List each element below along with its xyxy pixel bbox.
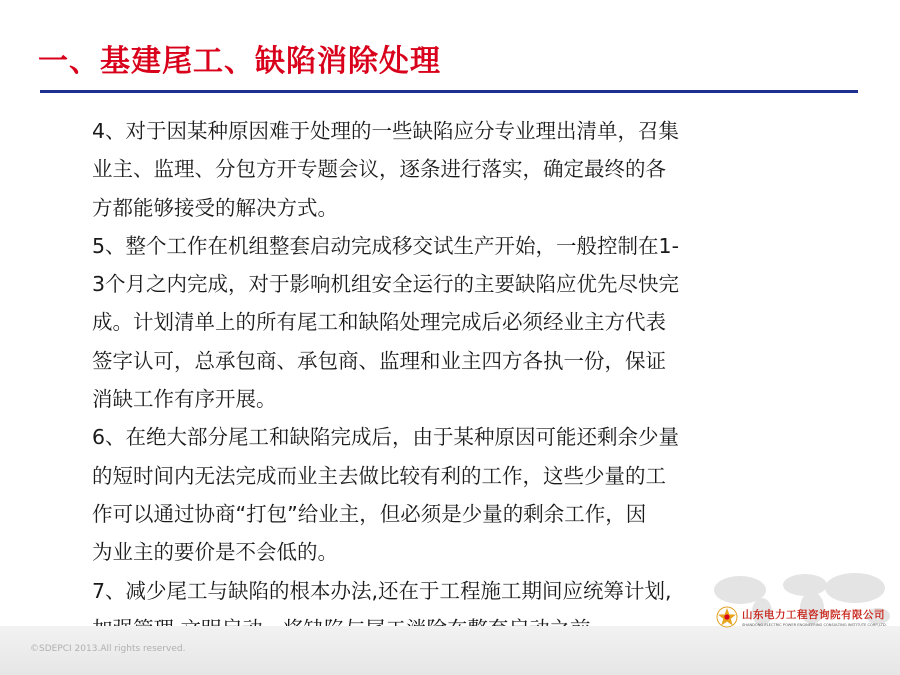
copyright-notice: ©SDEPCI 2013.All rights reserved. [30,644,186,654]
body-line: 成。计划清单上的所有尾工和缺陷处理完成后必须经业主方代表 [92,310,666,335]
body-line: 方都能够接受的解决方式。 [92,195,338,220]
slide-title: 一、基建尾工、缺陷消除处理 [38,44,441,79]
body-line: 业主、监理、分包方开专题会议，逐条进行落实，确定最终的各 [92,157,666,182]
body-line: 作可以通过协商“打包”给业主，但必须是少量的剩余工作，因 [92,501,647,526]
logo-company-name: 山东电力工程咨询院有限公司 [742,609,885,621]
body-line: 7、减少尾工与缺陷的根本办法,还在于工程施工期间应统筹计划, [92,578,672,603]
company-logo [716,606,887,628]
body-line: 5、整个工作在机组整套启动完成移交试生产开始，一般控制在1- [92,233,679,258]
title-divider [40,90,858,93]
body-line: 4、对于因某种原因难于处理的一些缺陷应分专业理出清单，召集 [92,119,680,143]
body-line: 6、在绝大部分尾工和缺陷完成后，由于某种原因可能还剩余少量 [92,425,680,450]
body-line: 签字认可，总承包商、承包商、监理和业主四方各执一份，保证 [92,348,666,373]
body-line: 的短时间内无法完成而业主去做比较有利的工作，这些少量的工 [92,463,666,488]
star-logo-icon [716,606,738,628]
body-line: 消缺工作有序开展。 [92,387,277,412]
body-line: 3个月之内完成，对于影响机组安全运行的主要缺陷应优先尽快完 [92,272,680,297]
logo-company-subtitle: SHANDONG ELECTRIC POWER ENGINEERING CONSULTING INSTITUTE CORP.,LTD. [742,623,887,627]
body-line: 为业主的要价是不会低的。 [92,540,338,565]
